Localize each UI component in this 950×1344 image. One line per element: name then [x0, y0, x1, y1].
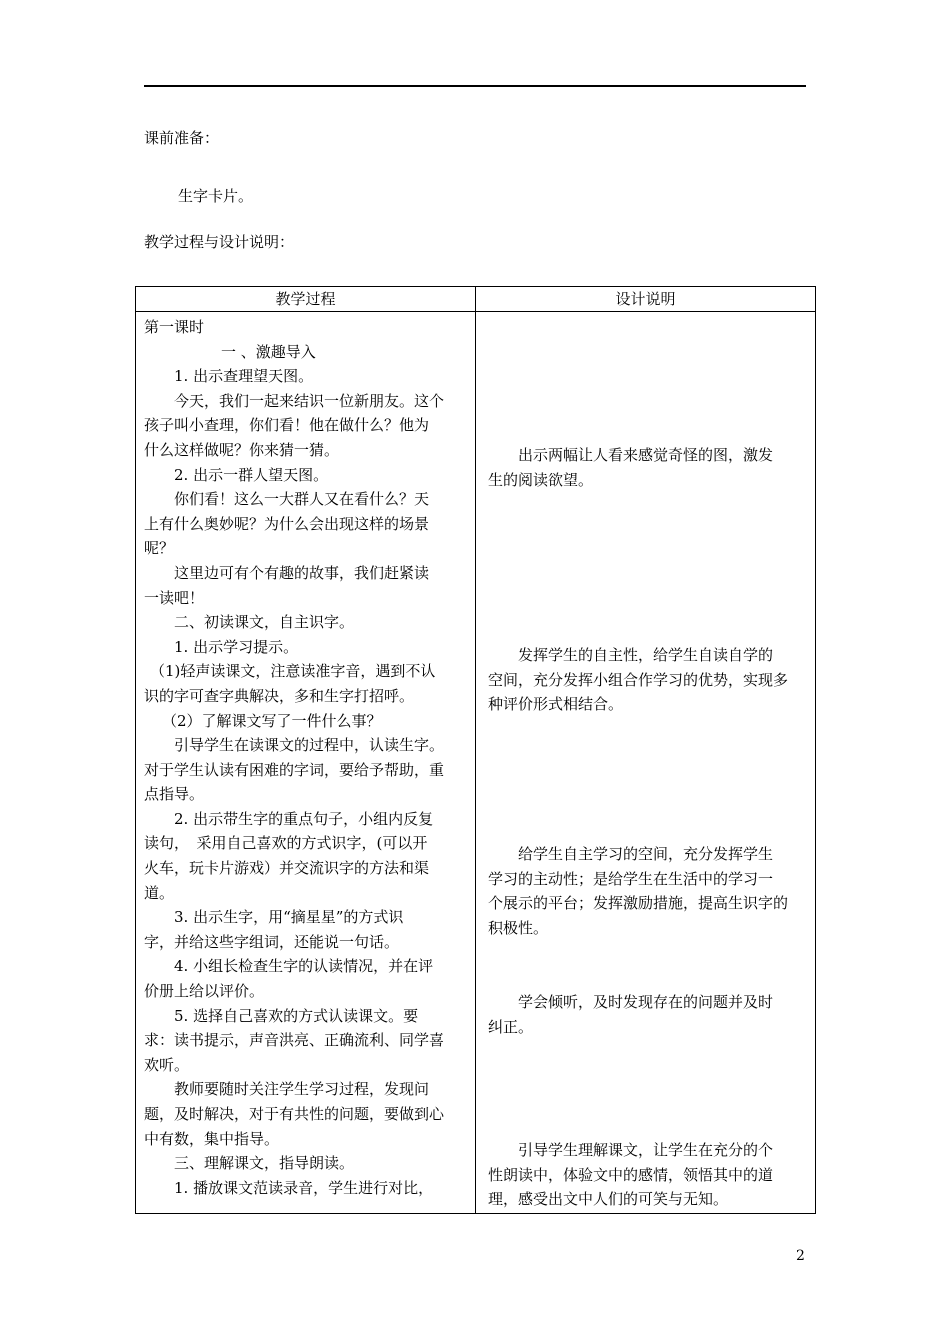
- process-line: 引导学生在读课文的过程中，认读生字。: [174, 736, 445, 755]
- note-line: 空间，充分发挥小组合作学习的优势，实现多: [488, 670, 789, 689]
- prep-label: 课前准备：: [144, 129, 220, 147]
- header-rule: [144, 85, 806, 87]
- process-line: 呢？: [144, 539, 175, 558]
- note-line: 个展示的平台；发挥激励措施，提高生识字的: [488, 894, 789, 913]
- note-line: 出示两幅让人看来感觉奇怪的图，激发: [518, 446, 774, 464]
- note-line: 引导学生理解课文，让学生在充分的个: [518, 1141, 774, 1159]
- note-line: 生的阅读欲望。: [488, 470, 594, 489]
- header-notes: 设计说明: [476, 287, 816, 312]
- design-note: [488, 643, 808, 717]
- note-line: 种评价形式相结合。: [488, 695, 624, 714]
- note-line: 学习的主动性；是给学生在生活中的学习一: [488, 869, 774, 888]
- note-line: 理，感受出文中人们的可笑与无知。: [488, 1190, 729, 1209]
- design-note: [488, 842, 808, 940]
- note-line: 纠正。: [488, 1017, 534, 1036]
- table-row: [136, 312, 816, 1214]
- process-line: 教师要随时关注学生学习过程，发现问: [174, 1080, 430, 1099]
- note-line: 学会倾听，及时发现存在的问题并及时: [518, 993, 774, 1011]
- process-line: 1. 出示学习提示。: [174, 637, 299, 656]
- lesson-table: [135, 286, 816, 1214]
- page-number: 2: [796, 1248, 805, 1264]
- process-line: 一 、激趣导入: [221, 342, 316, 361]
- process-line: （1)轻声读课文，注意读准字音，遇到不认: [150, 662, 436, 681]
- process-line: 欢听。: [144, 1055, 190, 1074]
- process-line: 二、初读课文，自主识字。: [174, 613, 355, 632]
- process-line: 1. 播放课文范读录音，学生进行对比，: [174, 1178, 434, 1197]
- process-line: 第一课时: [144, 318, 205, 336]
- header-process: 教学过程: [136, 287, 476, 312]
- process-line: 三、理解课文，指导朗读。: [174, 1154, 355, 1173]
- process-line: 道。: [144, 883, 175, 902]
- process-line: 5. 选择自己喜欢的方式认读课文。要: [174, 1006, 419, 1025]
- process-line: 题，及时解决，对于有共性的问题，要做到心: [144, 1105, 445, 1123]
- process-line: 4. 小组长检查生字的认读情况，并在评: [174, 957, 434, 976]
- process-line: 火车，玩卡片游戏）并交流识字的方法和渠: [144, 859, 430, 878]
- process-line: 孩子叫小查理，你们看！他在做什么？他为: [144, 416, 430, 435]
- note-line: 给学生自主学习的空间，充分发挥学生: [518, 845, 774, 863]
- process-line: 2. 出示带生字的重点句子，小组内反复: [174, 809, 434, 828]
- process-line: 对于学生认读有困难的字词，要给予帮助，重: [144, 760, 445, 779]
- process-line: 上有什么奥妙呢？为什么会出现这样的场景: [144, 514, 430, 533]
- process-line: 今天，我们一起来结识一位新朋友。这个: [174, 391, 445, 410]
- design-note: [488, 990, 808, 1039]
- process-line: 识的字可查字典解决，多和生字打招呼。: [144, 686, 415, 705]
- process-line: 求：读书提示，声音洪亮、正确流利、同学喜: [144, 1031, 445, 1050]
- table-header-row: [136, 287, 816, 312]
- note-line: 性朗读中，体验文中的感情，领悟其中的道: [488, 1165, 774, 1184]
- note-line: 积极性。: [488, 918, 549, 937]
- process-line: 什么这样做呢？你来猜一猜。: [144, 440, 340, 459]
- process-line: 这里边可有个有趣的故事，我们赶紧读: [174, 563, 430, 582]
- design-note: [488, 443, 808, 492]
- prep-item: 生字卡片。: [178, 187, 254, 205]
- process-line: 一读吧！: [144, 588, 205, 607]
- process-line: 价册上给以评价。: [144, 982, 265, 1001]
- process-line: 中有数，集中指导。: [144, 1129, 280, 1148]
- process-cell: [136, 312, 476, 1214]
- process-line: 字，并给这些字组词，还能说一句话。: [144, 932, 400, 951]
- process-line: 你们看！这么一大群人又在看什么？天: [174, 490, 430, 509]
- notes-cell: [476, 312, 816, 1214]
- process-line: 点指导。: [144, 785, 205, 804]
- note-line: 发挥学生的自主性，给学生自读自学的: [518, 646, 774, 664]
- process-line: 读句， 采用自己喜欢的方式识字，(可以开: [144, 834, 428, 853]
- process-label: 教学过程与设计说明：: [144, 233, 295, 251]
- design-note: [488, 1138, 808, 1212]
- process-line: 2. 出示一群人望天图。: [174, 465, 329, 484]
- process-line: 1. 出示查理望天图。: [174, 367, 314, 386]
- process-line: 3. 出示生字，用“摘星星”的方式识: [174, 908, 404, 927]
- process-line: （2）了解课文写了一件什么事？: [162, 711, 382, 730]
